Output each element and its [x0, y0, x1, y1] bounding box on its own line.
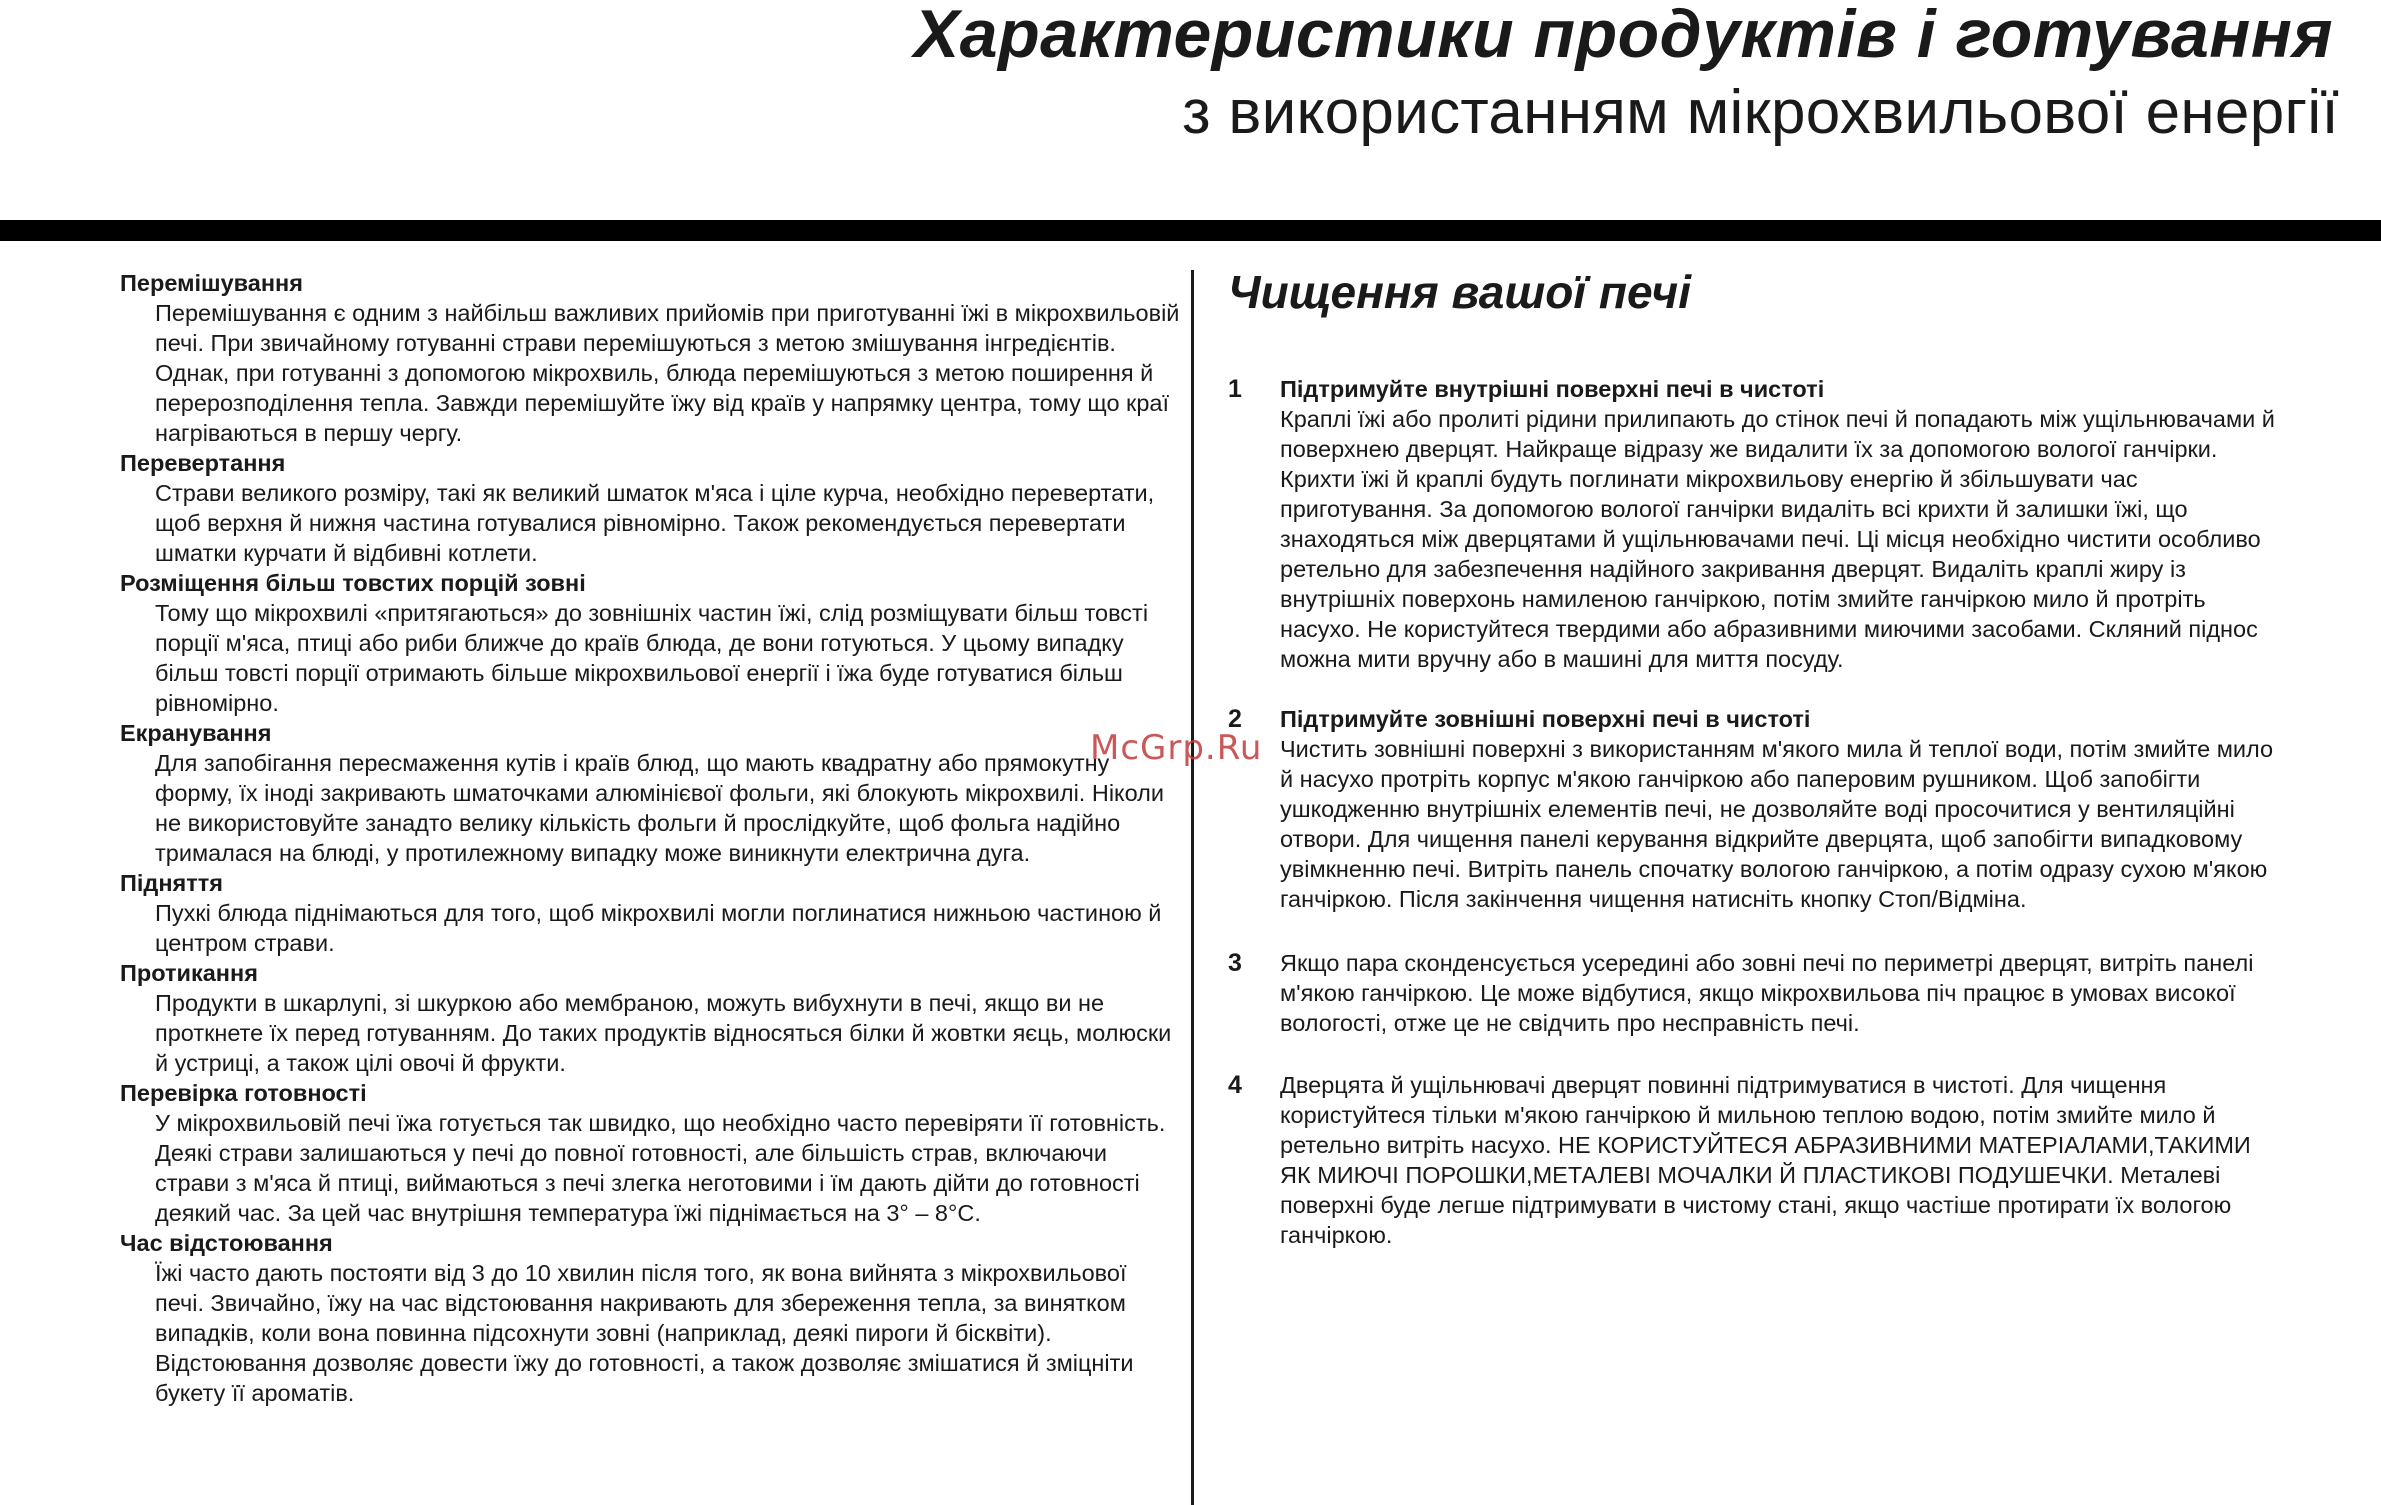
- section-standing-time: [120, 1228, 1180, 1408]
- section-heading: Перемішування: [120, 270, 303, 296]
- section-body: Перемішування є одним з найбільш важливих прийомів при приготуванні їжі в мікрохвильовій печі. При звичайному готуванні страви перемішуються з метою змішування інгредієнтів. Однак, при готуванні з допомогою мікрохвиль, блюда перемішуються з метою поширення й перерозподілення тепла. Завжди перемішуйте їжу від країв у напрямку центра, тому що краї нагріваються в першу чергу.: [155, 300, 1180, 446]
- section-heading: Розміщення більш товстих порцій зовні: [120, 570, 586, 596]
- section-elevating: [120, 868, 1180, 958]
- section-body: Страви великого розміру, такі як великий шматок м'яса і ціле курча, необхідно перевертати, щоб верхня й нижня частина готувалися рівномірно. Також рекомендується перевертати шматки курчати й відбивні котлети.: [155, 480, 1155, 566]
- section-doneness: [120, 1078, 1180, 1228]
- section-body: Тому що мікрохвилі «притягаються» до зовнішніх частин їжі, слід розміщувати більш товсті порції м'яса, птиці або риби ближче до країв блюда, де вони готуються. У цьому випадку більш товсті порції отримають більше мікрохвильової енергії і їжа буде готуватися більш рівномірно.: [155, 600, 1149, 716]
- section-turning: [120, 448, 1180, 568]
- section-heading: Час відстоювання: [120, 1230, 333, 1256]
- cleaning-title: Чищення вашої печі: [1228, 266, 1692, 318]
- step-heading: Підтримуйте зовнішні поверхні печі в чистоті: [1280, 706, 1811, 732]
- left-column: [120, 268, 1180, 1408]
- cleaning-step: [1228, 704, 2278, 914]
- step-number: 1: [1228, 375, 1242, 403]
- step-text: Якщо пара сконденсується усередині або зовні печі по периметрі дверцят, витріть панелі м'якою ганчіркою. Це може відбутися, якщо мікрохвильова піч працює в умовах високої вологості, отже це не свідчить про несправність печі.: [1280, 950, 2254, 1036]
- section-body: Їжі часто дають постояти від 3 до 10 хвилин після того, як вона вийнята з мікрохвильової печі. Звичайно, їжу на час відстоювання накривають для збереження тепла, за винятком випадків, коли вона повинна підсохнути зовні (наприклад, деякі пироги й бісквіти). Відстоювання дозволяє довести їжу до готовності, а також дозволяє змішатися й змiцнiти букету її ароматів.: [155, 1260, 1134, 1406]
- section-body: Продукти в шкарлупі, зі шкуркою або мембраною, можуть вибухнути в печі, якщо ви не проткнете їх перед готуванням. До таких продуктів відносяться білки й жовтки яєць, молюски й устриці, а також цілі овочі й фрукти.: [155, 990, 1172, 1076]
- section-piercing: [120, 958, 1180, 1078]
- step-text: Дверцята й ущільнювачі дверцят повинні підтримуватися в чистоті. Для чищення користуйтеся тільки м'якою ганчіркою й мильною теплою водою, потім змийте мило й ретельно витріть насухо. НЕ КОРИСТУЙТЕСЯ АБРАЗИВНИМИ МАТЕРІАЛАМИ,ТАКИМИ ЯК МИЮЧІ ПОРОШКИ,МЕТАЛЕВІ МОЧАЛКИ Й ПЛАСТИКОВІ ПОДУШЕЧКИ. Металеві поверхні буде легше підтримувати в чистому стані, якщо частіше протирати їх вологою ганчіркою.: [1280, 1072, 2251, 1248]
- section-heading: Перевертання: [120, 450, 286, 476]
- step-text: Краплі їжі або пролиті рідини прилипають до стінок печі й попадають між ущільнювачами й поверхнею дверцят. Найкраще відразу же видалити їх за допомогою вологої ганчірки. Крихти їжі й краплі будуть поглинати мікрохвильову енергію й збільшувати час приготування. За допомогою вологої ганчірки видаліть всі крихти й залишки їжі, що знаходяться між дверцятами й ущільнювачами печі. Ці місця необхідно чистити особливо ретельно для забезпечення надійного закривання дверцят. Видаліть краплі жиру із внутрішніх поверхонь намиленою ганчіркою, потім змийте ганчіркою мило й протріть насухо. Не користуйтеся твердими або абразивними миючими засобами. Скляний піднос можна мити вручну або в машині для миття посуду.: [1280, 406, 2275, 672]
- section-heading: Екранування: [120, 720, 272, 746]
- section-stirring: [120, 268, 1180, 448]
- section-heading: Перевірка готовності: [120, 1080, 367, 1106]
- section-body: Для запобігання пересмаження кутів і країв блюд, що мають квадратну або прямокутну форму, їх іноді закривають шматочками алюмінієвої фольги, які блокують мікрохвилі. Ніколи не використовуйте занадто велику кількість фольги й прослідкуйте, щоб фольга надійно трималася на блюді, у протилежному випадку може виникнути електрична дуга.: [155, 750, 1164, 866]
- section-body: Пухкі блюда піднімаються для того, щоб мікрохвилі могли поглинатися нижньою частиною й центром страви.: [155, 900, 1162, 956]
- section-shielding: [120, 718, 1180, 868]
- right-column: [1228, 262, 2278, 1250]
- step-number: 4: [1228, 1071, 1242, 1099]
- step-text: Чистить зовнішні поверхні з використанням м'якого мила й теплої води, потім змийте мило й насухо протріть корпус м'якою ганчіркою або паперовим рушником. Щоб запобігти ушкодженню внутрішніх елементів печі, не дозволяйте воді просочитися у вентиляційні отвори. Для чищення панелі керування відкрийте дверцята, щоб запобігти випадковому увімкненню печі. Витріть панель спочатку вологою ганчіркою, а потім одразу сухою м'якою ганчіркою. Після закінчення чищення натисніть кнопку Стоп/Відміна.: [1280, 736, 2274, 912]
- step-number: 3: [1228, 949, 1242, 977]
- cleaning-step: [1228, 948, 2278, 1038]
- header-divider: [0, 220, 2381, 241]
- step-heading: Підтримуйте внутрішні поверхні печі в чистоті: [1280, 376, 1825, 402]
- section-arrangement: [120, 568, 1180, 718]
- column-divider: [1191, 270, 1194, 1505]
- page-subtitle: з використанням мікрохвильової енергії: [1182, 78, 2339, 147]
- cleaning-step: [1228, 1070, 2278, 1250]
- page-title: Характеристики продуктів і готування: [913, 0, 2333, 72]
- section-heading: Підняття: [120, 870, 223, 896]
- section-heading: Протикання: [120, 960, 258, 986]
- watermark-logo: McGrp.Ru: [1090, 728, 1263, 768]
- step-number: 2: [1228, 705, 1242, 733]
- section-body: У мікрохвильовій печі їжа готується так швидко, що необхідно часто перевіряти її готовність. Деякі страви залишаються у печі до повної готовності, але більшість страв, включаючи страви з м'яса й птиці, виймаються з печі злегка неготовими і їм дають дійти до готовності деякий час. За цей час внутрішня температура їжі піднімається на 3° – 8°C.: [155, 1110, 1166, 1226]
- cleaning-step: [1228, 374, 2278, 674]
